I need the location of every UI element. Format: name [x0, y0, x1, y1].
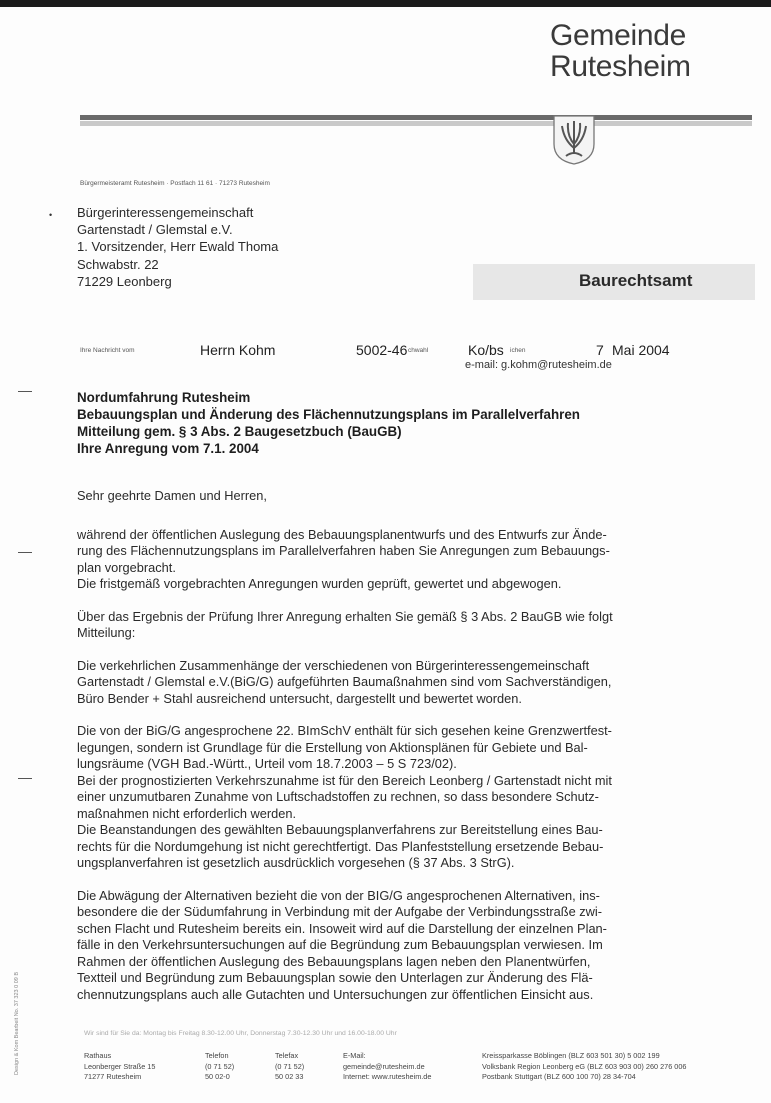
paragraph-5-line: besondere die der Südumfahrung in Verbindung mit der Aufgabe der Verbindungsstraße zwi- — [77, 904, 603, 919]
paragraph-5-line: Die Abwägung der Alternativen bezieht die von der BIG/G angesprochenen Alternativen, ins- — [77, 887, 600, 903]
paragraph-1-line: Die fristgemäß vorgebrachten Anregungen wurden geprüft, gewertet und abgewogen. — [77, 576, 562, 591]
ref-email: e-mail: g.kohm@rutesheim.de — [465, 359, 612, 371]
paragraph-4-line: rechts für die Nordumgehung ist nicht gerechtfertigt. Das Planfeststellung ersetzende Bebau- — [77, 838, 604, 854]
letterhead-line-2: Rutesheim — [550, 50, 691, 83]
subject-line-4: Ihre Anregung vom 7.1. 2004 — [77, 441, 259, 456]
paragraph-1-line: plan vorgebracht. — [77, 559, 176, 575]
recipient-address — [77, 204, 278, 290]
paragraph-4-line: legungen, sondern ist Grundlage für die Erstellung von Aktionsplänen für Gebiete und Bal- — [77, 739, 588, 755]
top-border — [0, 0, 771, 7]
ref-label-sign: ichen — [510, 347, 526, 354]
letterhead-rule-dark — [80, 115, 752, 120]
subject-line-2: Bebauungsplan und Änderung des Flächennutzungsplans im Parallelverfahren — [77, 407, 580, 422]
paragraph-3-line: Büro Bender + Stahl ausreichend untersucht, dargestellt und bewertet worden. — [77, 690, 522, 706]
salutation: Sehr geehrte Damen und Herren, — [77, 488, 267, 503]
coat-of-arms-icon — [552, 114, 596, 166]
letterhead-title — [550, 20, 691, 82]
paragraph-5-line: Textteil und Begründung zum Bebauungsplan sowie den Unterlagen zur Änderung des Flä- — [77, 970, 593, 985]
letterhead-rule-light — [80, 121, 752, 126]
footer-rathaus-line: Rathaus — [84, 1051, 112, 1060]
footer-rathaus — [84, 1051, 155, 1083]
paragraph-5-line: fälle in den Verkehrsuntersuchungen auf die Begründung zum Bebauungsplan verwiesen. Im — [77, 937, 603, 952]
recipient-line-2: Gartenstadt / Glemstal e.V. — [77, 222, 233, 238]
paragraph-4-line: einer unzumutbaren Zunahme von Luftschadstoffen zu rechnen, so dass besondere Schutz- — [77, 789, 599, 804]
ref-label-extension: chwahl — [408, 347, 429, 354]
footer-fax-line: 50 02 33 — [275, 1072, 304, 1081]
paragraph-3-line: Gartenstadt / Glemstal e.V.(BiG/G) aufgeführten Baumaßnahmen sind vom Sachverständigen, — [77, 674, 612, 689]
sender-return-line: Bürgermeisteramt Rutesheim · Postfach 11 61 · 71273 Rutesheim — [80, 180, 270, 187]
footer-email — [343, 1051, 431, 1083]
fold-mark-top — [18, 391, 32, 392]
footer-bank-line: Volksbank Region Leonberg eG (BLZ 603 903 00) 260 276 006 — [482, 1061, 687, 1071]
paragraph-4-line: lungsräume (VGH Bad.-Württ., Urteil vom 18.7.2003 – 5 S 723/02). — [77, 756, 457, 771]
footer-email-line: Internet: www.rutesheim.de — [343, 1072, 432, 1081]
ref-label-your-message: Ihre Nachricht vom — [80, 347, 135, 354]
footer-phone-line: 50 02-0 — [205, 1072, 230, 1081]
recipient-line-3: 1. Vorsitzender, Herr Ewald Thoma — [77, 239, 279, 255]
paragraph-4-line: ungsplanverfahren ist gesetzlich ausdrücklich vorgesehen (§ 37 Abs. 3 StrG). — [77, 855, 515, 870]
subject-line-3: Mitteilung gem. § 3 Abs. 2 Baugesetzbuch (BauGB) — [77, 424, 402, 439]
footer-bank-line: Postbank Stuttgart (BLZ 600 100 70) 28 34-704 — [482, 1072, 636, 1081]
paragraph-5-line: Rahmen der öffentlichen Auslegung des Bebauungsplans lagen neben den Planentwürfen, — [77, 953, 591, 969]
department-label: Baurechtsamt — [579, 271, 693, 290]
footer-fax — [275, 1051, 304, 1083]
office-hours: Wir sind für Sie da: Montag bis Freitag 8.30-12.00 Uhr, Donnerstag 7.30-12.30 Uhr und 16.00-18.00 Uhr — [84, 1030, 397, 1037]
address-marker: • — [49, 210, 53, 220]
footer-banks — [482, 1051, 686, 1083]
paragraph-2-line: Über das Ergebnis der Prüfung Ihrer Anregung erhalten Sie gemäß § 3 Abs. 2 BauGB wie folgt — [77, 608, 613, 624]
subject-line-1: Nordumfahrung Rutesheim — [77, 390, 251, 405]
paragraph-5-line: chennutzungsplans auch alle Gutachten und Untersuchungen zur öffentlichen Einsicht aus. — [77, 986, 594, 1002]
subject-block — [77, 389, 580, 457]
letterhead-line-1: Gemeinde — [550, 19, 687, 52]
footer-email-line: gemeinde@rutesheim.de — [343, 1061, 425, 1071]
paragraph-4-line: Bei der prognostizierten Verkehrszunahme ist für den Bereich Leonberg / Gartenstadt nicht mit — [77, 772, 612, 788]
recipient-line-5: 71229 Leonberg — [77, 273, 172, 289]
footer-rathaus-line: Leonberger Straße 15 — [84, 1061, 156, 1071]
ref-date-day: 7 — [596, 342, 604, 358]
footer-rathaus-line: 71277 Rutesheim — [84, 1072, 142, 1081]
punch-mark — [18, 552, 32, 553]
paragraph-4-line: maßnahmen nicht erforderlich werden. — [77, 805, 297, 821]
paragraph-4-line: Die Beanstandungen des gewählten Bebauungsplanverfahrens zur Bereitstellung eines Bau- — [77, 822, 603, 837]
ref-contact-name: Herrn Kohm — [200, 342, 276, 358]
ref-extension: 5002-46 — [356, 342, 408, 358]
paragraph-3-line: Die verkehrlichen Zusammenhänge der verschiedenen von Bürgerinteressengemeinschaft — [77, 657, 590, 673]
ref-date: Mai 2004 — [612, 342, 670, 358]
fold-mark-bottom — [18, 778, 32, 779]
paragraph-2-line: Mitteilung: — [77, 625, 136, 640]
letter-body — [77, 488, 683, 1003]
paragraph-1-line: rung des Flächennutzungsplans im Parallelverfahren haben Sie Anregungen zum Bebauungs- — [77, 543, 610, 558]
recipient-line-1: Bürgerinteressengemeinschaft — [77, 205, 254, 220]
footer-fax-line: Telefax — [275, 1051, 299, 1060]
paragraph-1-line: während der öffentlichen Auslegung des Bebauungsplanentwurfs und des Entwurfs zur Ände- — [77, 526, 607, 542]
footer-phone — [205, 1051, 234, 1083]
print-code: Design & Kom Bearbeit No. 37 323 0 09 B — [14, 971, 20, 1075]
footer-email-line: E-Mail: — [343, 1051, 366, 1060]
footer-fax-line: (0 71 52) — [275, 1061, 305, 1071]
paragraph-5-line: schen Flacht und Rutesheim bereits ein. Insoweit wird auf die Darstellung der einzelnen Plan- — [77, 920, 607, 936]
footer-phone-line: (0 71 52) — [205, 1061, 235, 1071]
footer-phone-line: Telefon — [205, 1051, 229, 1060]
ref-initials: Ko/bs — [468, 342, 504, 358]
footer-bank-line: Kreissparkasse Böblingen (BLZ 603 501 30) 5 002 199 — [482, 1051, 660, 1060]
recipient-line-4: Schwabstr. 22 — [77, 256, 159, 272]
paragraph-4-line: Die von der BiG/G angesprochene 22. BImSchV enthält für sich gesehen keine Grenzwertfest- — [77, 723, 612, 738]
